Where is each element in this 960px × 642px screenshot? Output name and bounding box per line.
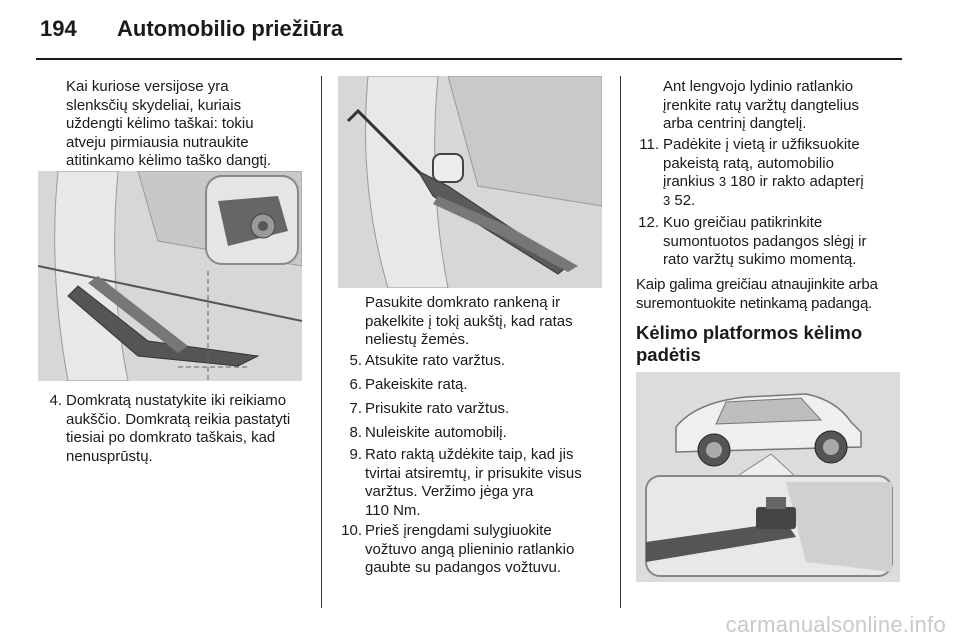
lift-position-illustration [636, 372, 900, 582]
step-number: 12. [638, 214, 659, 231]
text-line: Kai kuriose versijose yra [66, 78, 229, 95]
text-line: neliestų žemės. [365, 331, 470, 348]
text-line: Kaip galima greičiau atnaujinkite arba [636, 276, 878, 293]
text-line [663, 192, 903, 211]
col3-note [636, 276, 904, 313]
step-12 [663, 214, 903, 270]
text-line [663, 173, 903, 192]
figure-lift-position [636, 372, 900, 582]
watermark: carmanualsonline.info [725, 612, 946, 637]
text-line: Nuleiskite automobilį. [365, 424, 507, 441]
col1-intro [66, 78, 316, 171]
text-line: slenksčių skydeliai, kuriais [66, 96, 242, 114]
figure-jack-point [38, 171, 302, 381]
text-line: Pasukite domkrato rankeną ir [365, 294, 561, 311]
step-4 [66, 392, 318, 466]
page-number: 194 [40, 16, 77, 41]
step-number: 7. [349, 400, 362, 417]
page-title: Automobilio priežiūra [117, 16, 344, 41]
text-line: arba centrinį dangtelį. [663, 115, 807, 132]
text-line: pakelkite į tokį aukštį, kad ratas [365, 312, 573, 330]
text-line: rato varžtų sukimo momentą. [663, 251, 857, 268]
step-9 [365, 446, 617, 520]
text-line: padėtis [636, 344, 701, 365]
text-line: 110 Nm. [365, 501, 421, 519]
figure-jack-crank [338, 76, 602, 288]
text-line: įrenkite ratų varžtų dangtelius [663, 96, 859, 114]
text-line: tvirtai atsiremtų, ir prisukite visus [365, 464, 582, 482]
text-line: Domkratą nustatykite iki reikiamo [66, 392, 287, 409]
text-line: Rato raktą uždėkite taip, kad jis [365, 446, 574, 463]
step-5 [365, 352, 615, 371]
step-11 [663, 136, 903, 210]
text-line: suremontuokite netinkamą padangą. [636, 294, 873, 312]
text-line: Prieš įrengdami sulygiuokite [365, 522, 552, 539]
page-reference[interactable]: 52. [674, 191, 696, 209]
step-number: 5. [349, 352, 362, 369]
text-line: aukščio. Domkratą reikia pastatyti [66, 410, 291, 428]
text-line: nenusprūstų. [66, 447, 153, 465]
step-number: 11. [639, 136, 659, 153]
text-line: gaubte su padangos vožtuvu. [365, 559, 561, 576]
step-number: 10. [341, 522, 362, 539]
text-line: vožtuvo angą plieninio ratlankio [365, 540, 575, 558]
text-line: Prisukite rato varžtus. [365, 400, 510, 417]
step-number: 4. [49, 392, 62, 409]
text-line: atveju pirmiausia nutraukite [66, 133, 249, 151]
column-divider-1 [321, 76, 322, 608]
text-line: Ant lengvojo lydinio ratlankio [663, 78, 854, 95]
step-6 [365, 376, 615, 395]
column-divider-2 [620, 76, 621, 608]
jack-point-illustration [38, 171, 302, 381]
step-7 [365, 400, 615, 419]
text-line: Atsukite rato varžtus. [365, 352, 506, 369]
col3-intro [663, 78, 903, 134]
text-line: uždengti kėlimo taškai: tokiu [66, 115, 254, 132]
text-line: Pakeiskite ratą. [365, 376, 468, 393]
section-heading [636, 322, 904, 366]
text-line: tiesiai po domkrato taškais, kad [66, 429, 276, 446]
step-number: 8. [349, 424, 362, 441]
text-line: Kuo greičiau patikrinkite [663, 214, 823, 231]
jack-crank-illustration [338, 76, 602, 288]
text-line: Padėkite į vietą ir užfiksuokite [663, 136, 860, 153]
page-reference[interactable]: 180 [730, 173, 756, 190]
text-line: atitinkamo kėlimo taško dangtį. [66, 152, 272, 169]
step-number: 9. [349, 446, 362, 463]
step-10 [365, 522, 615, 578]
text-line: pakeistą ratą, automobilio [663, 154, 834, 172]
text-line: varžtus. Veržimo jėga yra [365, 483, 534, 500]
step-number: 6. [349, 376, 362, 393]
text-fragment: ir rakto adapterį [755, 173, 864, 190]
step-8 [365, 424, 615, 443]
text-fragment: įrankius [663, 173, 719, 190]
reference-arrow-icon: 3 [718, 174, 727, 189]
text-line: Kėlimo platformos kėlimo [636, 322, 863, 343]
reference-arrow-icon: 3 [663, 192, 671, 208]
col2-intro [365, 294, 615, 350]
text-line: sumontuotos padangos slėgį ir [663, 232, 867, 250]
header-rule [36, 58, 902, 60]
